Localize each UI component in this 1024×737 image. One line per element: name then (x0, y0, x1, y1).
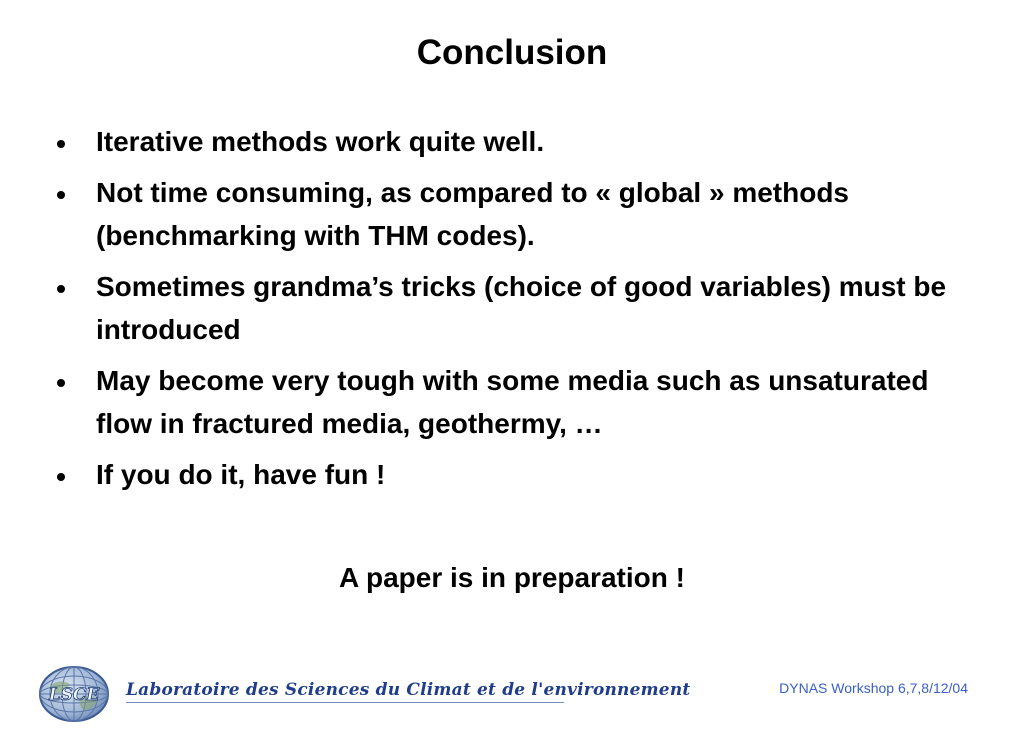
bullet-text: Sometimes grandma’s tricks (choice of good variables) must be introduced (96, 271, 947, 345)
bullet-text: Iterative methods work quite well. (96, 126, 545, 157)
bullet-dot-icon (57, 379, 65, 387)
closing-note: A paper is in preparation ! (339, 562, 685, 593)
lsce-globe-logo-icon (36, 664, 112, 724)
bullet-dot-icon (57, 473, 65, 481)
bullet-item (56, 265, 976, 351)
bullet-text: Not time consuming, as compared to « global » methods (benchmarking with THM codes). (96, 177, 850, 251)
bullet-dot-icon (57, 140, 65, 148)
logo-lettering: LSCE (48, 685, 100, 705)
bullet-dot-icon (57, 285, 65, 293)
bullet-dot-icon (57, 191, 65, 199)
bullet-item (56, 171, 976, 257)
bullet-item (56, 453, 976, 496)
bullet-text: May become very tough with some media such as unsaturated flow in fractured media, geothermy, … (96, 365, 929, 439)
bullet-item (56, 359, 976, 445)
footer-lab-name: Laboratoire des Sciences du Climat et de l'environnement (126, 680, 691, 700)
bullet-list (56, 120, 976, 504)
bullet-item (56, 120, 976, 163)
bullet-text: If you do it, have fun ! (96, 459, 386, 490)
footer-divider (126, 702, 564, 703)
slide-title: Conclusion (416, 33, 608, 72)
footer-event-label: DYNAS Workshop 6,7,8/12/04 (779, 680, 968, 696)
